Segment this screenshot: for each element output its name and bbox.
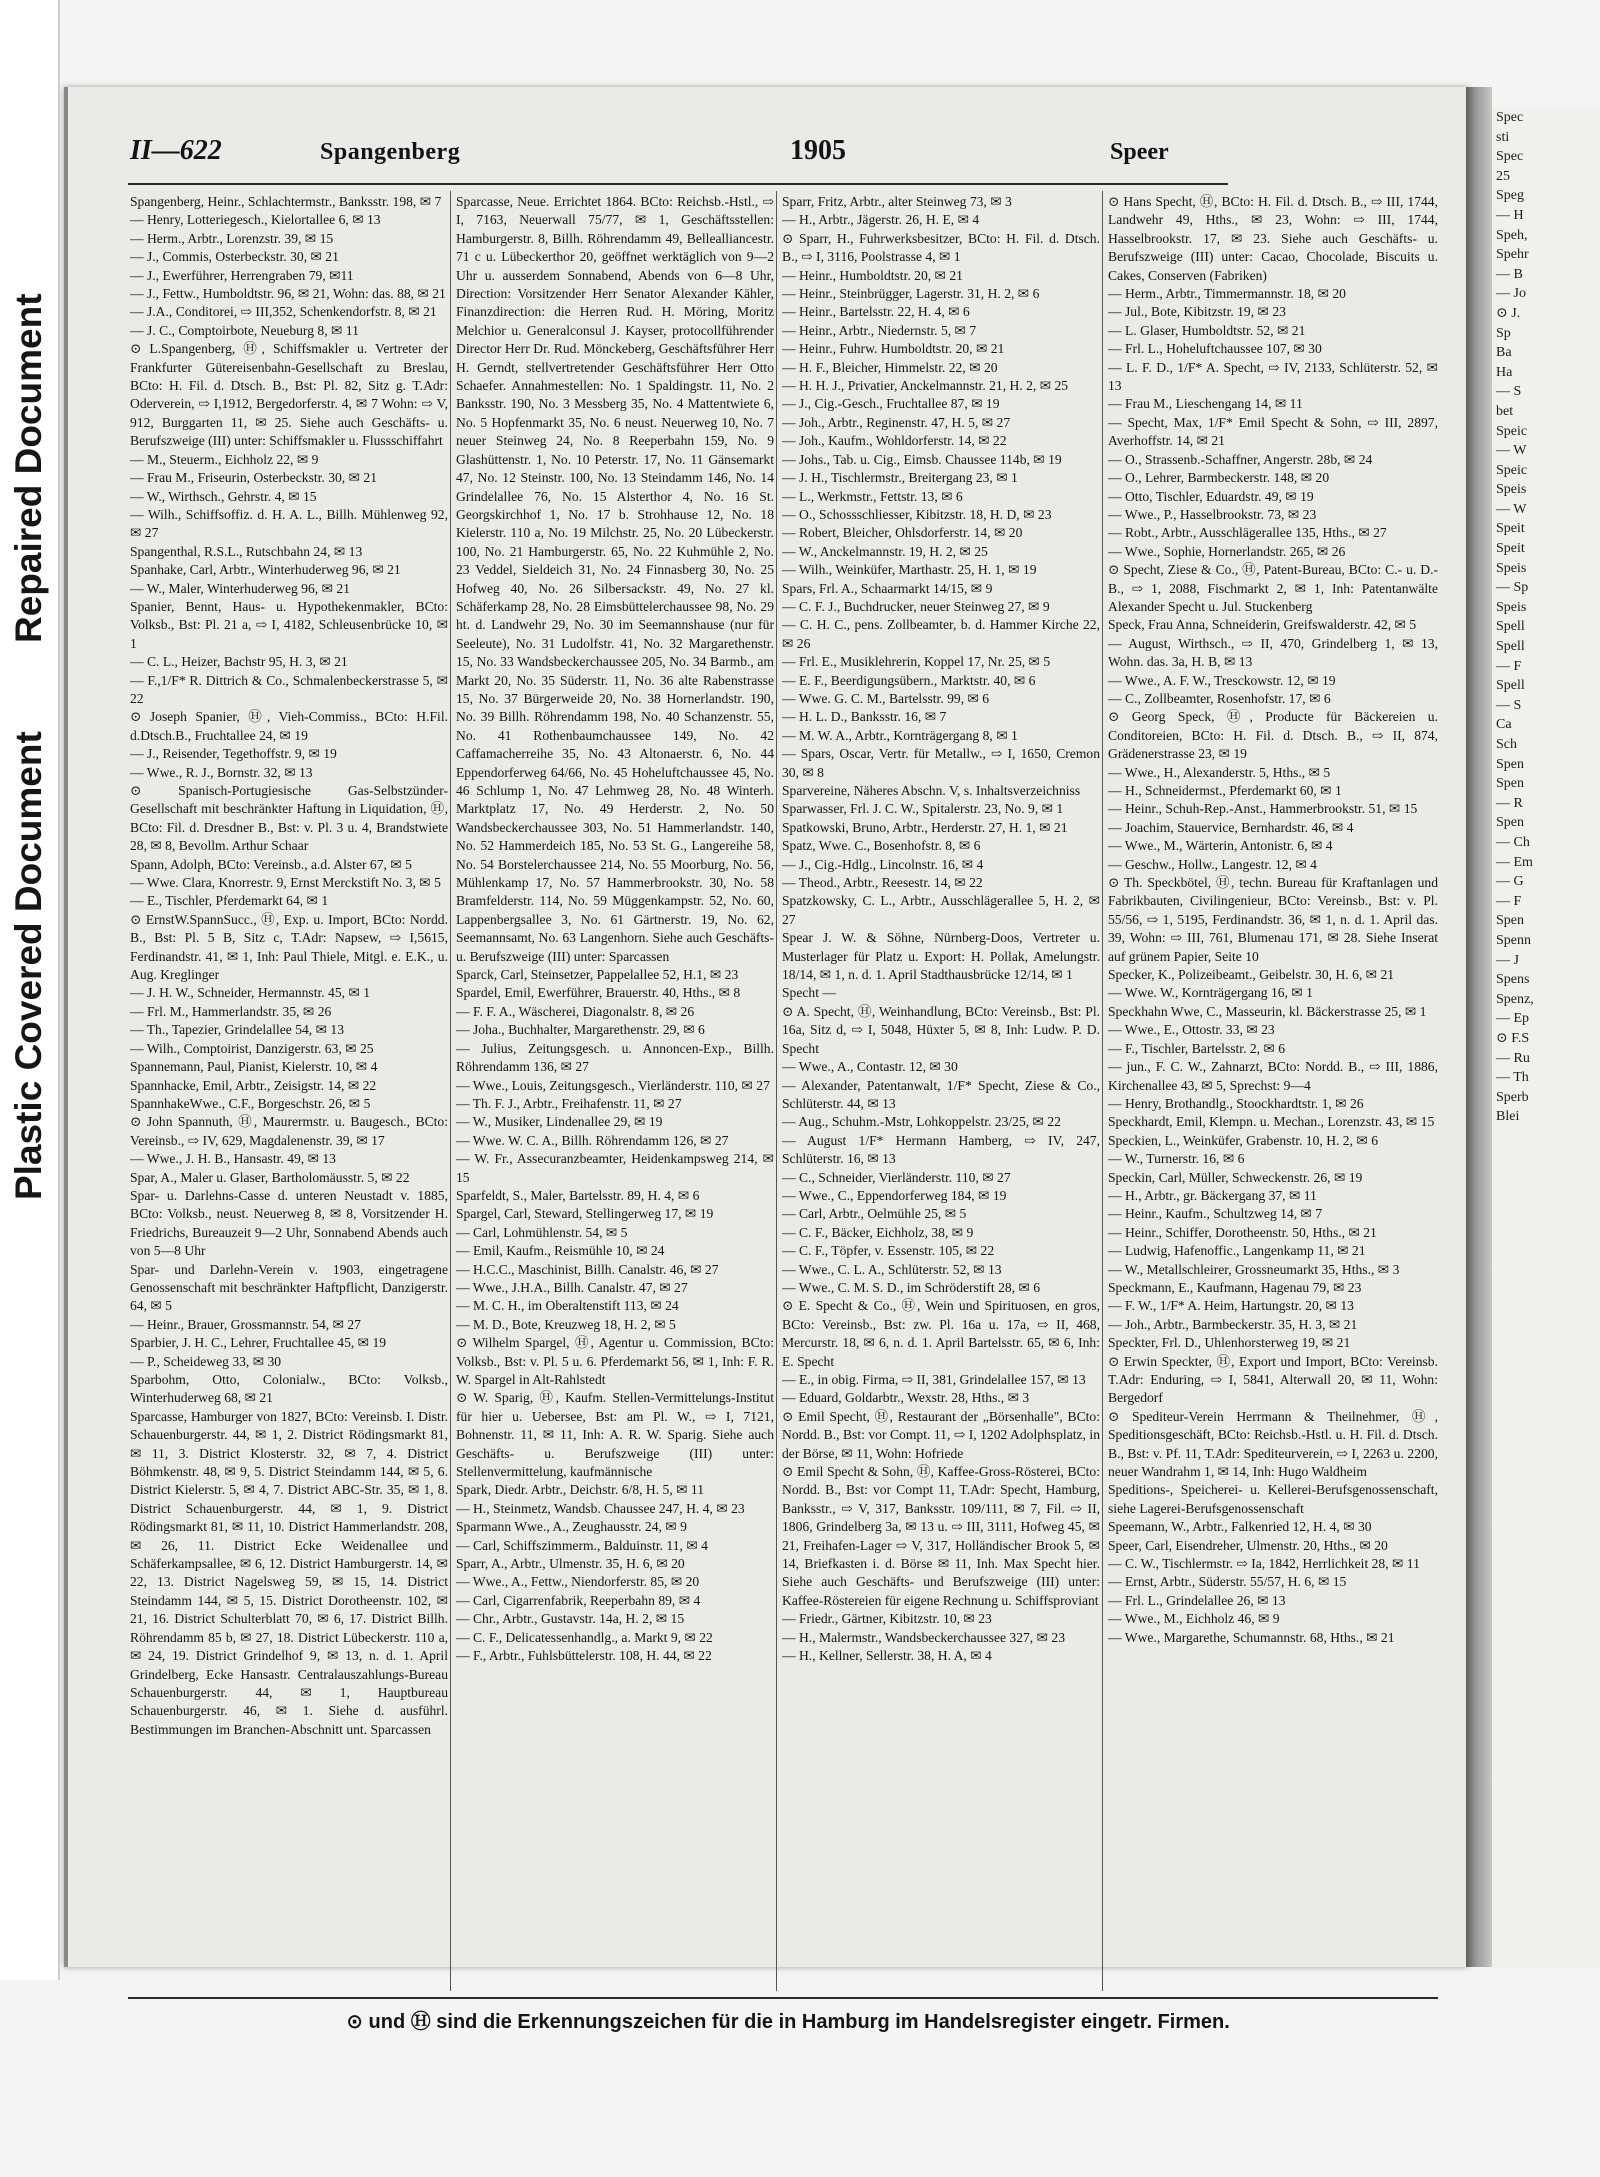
directory-entry: — August 1/F* Hermann Hamberg, ⇨ IV, 247, Schlüterstr. 16, ✉ 13 (782, 1132, 1100, 1167)
directory-entry: — Wwe., M., Eichholz 46, ✉ 9 (1108, 1611, 1280, 1627)
next-page-fragment: Speit (1496, 541, 1525, 557)
next-page-fragment: ⊙ J. (1496, 305, 1521, 321)
directory-entry: — Otto, Tischler, Eduardstr. 49, ✉ 19 (1108, 488, 1314, 504)
directory-entry: Sparbohm, Otto, Colonialw., BCto: Volksb., Winterhuderweg 68, ✉ 21 (130, 1372, 448, 1406)
plastic-covered-label: Plastic Covered Document (8, 731, 49, 1200)
directory-entry: — H., Steinmetz, Wandsb. Chaussee 247, H. 4, ✉ 23 (456, 1500, 745, 1516)
next-page-fragment: sti (1496, 129, 1510, 145)
directory-entry: — H. F., Bleicher, Himmelstr. 22, ✉ 20 (782, 359, 998, 375)
directory-entry: — Carl, Lohmühlenstr. 54, ✉ 5 (456, 1224, 628, 1240)
directory-entry: — Ernst, Arbtr., Süderstr. 55/57, H. 6, ✉ 15 (1108, 1574, 1347, 1590)
directory-entry: — jun., F. C. W., Zahnarzt, BCto: Nordd. B., ⇨ III, 1886, Kirchenallee 43, ✉ 5, Sprechst: 9—4 (1108, 1059, 1438, 1093)
next-page-fragment: Spen (1496, 815, 1524, 831)
column-divider (776, 191, 777, 1991)
directory-entry: — H., Arbtr., gr. Bäckergang 37, ✉ 11 (1108, 1187, 1317, 1203)
directory-entry: Spanier, Bennt, Haus- u. Hypothekenmakler, BCto: Volksb., Bst: Pl. 21 a, ⇨ I, 4182, Schleusenbrücke 10, ✉ 1 (130, 598, 448, 651)
directory-entry: Spangenthal, R.S.L., Rutschbahn 24, ✉ 13 (130, 543, 363, 559)
directory-entry: — H., Malermstr., Wandsbeckerchaussee 327, ✉ 23 (782, 1629, 1065, 1645)
directory-entry: — W., Maler, Winterhuderweg 96, ✉ 21 (130, 580, 350, 596)
directory-entry: — H., Arbtr., Jägerstr. 26, H. E, ✉ 4 (782, 212, 980, 228)
directory-entry: — J. H., Tischlermstr., Breitergang 23, ✉ 1 (782, 470, 1018, 486)
column-divider (1102, 191, 1103, 1991)
directory-entry: — J.A., Conditorei, ⇨ III,352, Schenkendorfstr. 8, ✉ 21 (130, 304, 437, 320)
next-page-fragment: Spec (1496, 149, 1524, 165)
next-page-fragment: — F (1496, 658, 1522, 674)
directory-entry: SpannhakeWwe., C.F., Borgeschstr. 26, ✉ 5 (130, 1095, 371, 1111)
directory-entry: Sparcasse, Neue. Errichtet 1864. BCto: Reichsb.-Hstl., ⇨ I, 7163, Neuerwall 75/77, ✉ 1, Geschäftsstellen: Hamburgerstr. 8, Billh. Röhrendamm 49, Bellealliancestr. 71 c u. Lübeckerthor 20, geöffnet werktäglich von 9—2 Uhr u. ausserdem Sonnabend, Abends von 6—8 Uhr, Direction: Vorsitzender Herr Senator Alexander Kähler, Finanzdirection: die Herren Rud. H. Möring, Moritz Melchior u. Generalconsul J. Kayser, protocollführender Director Herr Dr. Rud. Mönckeberg, Geschäftsführer Herr H. Gerndt, stellvertretender Geschäftsführer Herr Otto Schaefer. Annahmestellen: No. 1 Spaldingstr. 11, No. 2 Banksstr. 190, No. 3 Messberg 35, No. 4 Mattentwiete 6, No. 5 Hopfenmarkt 35, No. 6 neust. Neuerweg 10, No. 7 neuer Steinweg 24, No. 8 Reeperbahn 159, No. 9 Glashüttenstr. 1, No. 10 Peterstr. 17, No. 11 Gänsemarkt 47, No. 12 Steinstr. 100, No. 13 Steindamm 146, No. 14 Grindelallee 76, No. 15 Alsterthor 4, No. 16 St. Georgskirchhof 1, No. 17 b. Strohhause 12, No. 18 Kielerstr. 110 a, No. 19 Milchstr. 25, No. 20 Lübeckerstr. 100, No. 21 Hamburgerstr. 65, No. 22 Kuhmühle 2, No. 23 Veddel, Sieldeich 31, No. 24 Finnasberg 30, No. 25 Hofweg 40, No. 26 Silbersackstr. 49, No. 27 kl. Schäferkamp 28, No. 28 Eimsbüttelerchaussee 98, No. 29 ht. d. Landwehr 29, No. 30 im Seemannshause (nur für Seeleute), No. 31 Ludolfstr. 41, No. 32 Margarethenstr. 15, No. 33 Wandsbeckerchaussee 205, No. 34 Barmb., am Markt 20, No. 35 Süderstr. 11, No. 36 alte Rabenstrasse 15, No. 37 Bürgerweide 20, No. 38 Hornerlandstr. 190, No. 39 Billh. Röhrendamm 198, No. 40 Schanzenstr. 55, No. 41 Rothenbaumchaussee 149, No. 42 Caffamacherreihe 35, No. 43 Altonaerstr. 6, No. 44 Eppendorferweg 64/66, No. 45 Hoheluftchaussee 45, No. 46 Schlump 1, No. 47 Lehmweg 28, No. 48 Winterh. Marktplatz 17, No. 49 Herderstr. 2, No. 50 Wandsbeckerchaussee 303, No. 51 Hammerlandstr. 140, No. 52 Hammerdeich 185, No. 53 St. G., Langereihe 58, No. 54 Borstelerchaussee 214, No. 55 Moorburg, No. 56, Mühlenkamp 17, No. 57 Hammerbrookstr. 30, No. 58 Bramfelderstr. 114, No. 59 Müggenkampstr. 52, No. 60, Lappenbergsallee 3, No. 61 Gärtnerstr. 19, No. 62, Seemannsamt, No. 63 Langenhorn. Siehe auch Geschäfts- u. Berufszweige (III) unter: Sparcassen (456, 194, 774, 964)
directory-entry: — Frl. L., Hoheluftchaussee 107, ✉ 30 (1108, 341, 1322, 357)
next-page-fragment: Speic (1496, 462, 1528, 478)
directory-entry: — Johs., Tab. u. Cig., Eimsb. Chaussee 114b, ✉ 19 (782, 451, 1062, 467)
directory-entry: Sparwasser, Frl. J. C. W., Spitalerstr. 23, No. 9, ✉ 1 (782, 801, 1064, 817)
directory-entry: Spars, Frl. A., Schaarmarkt 14/15, ✉ 9 (782, 580, 993, 596)
directory-entry: — H.C.C., Maschinist, Billh. Canalstr. 46, ✉ 27 (456, 1261, 719, 1277)
next-page-fragment: Spens (1496, 972, 1530, 988)
directory-entry: ⊙ Spanisch-Portugiesische Gas-Selbstzünder-Gesellschaft mit beschränkter Haftung in Liquidation, Ⓗ, BCto: Fil. d. Dresdner B., Bst: v. Pl. 3 u. 4, Brandstwiete 28, ✉ 8, Bevollm. Arthur Schaar (130, 783, 448, 854)
directory-entry: — Wwe., Margarethe, Schumannstr. 68, Hths., ✉ 21 (1108, 1629, 1395, 1645)
directory-entry: — F., Arbtr., Fuhlsbüttelerstr. 108, H. 44, ✉ 22 (456, 1648, 712, 1664)
next-page-fragment: — Th (1496, 1070, 1529, 1086)
directory-entry: Speer, Carl, Eisendreher, Ulmenstr. 20, Hths., ✉ 20 (1108, 1537, 1388, 1553)
directory-entry: — M., Steuerm., Eichholz 22, ✉ 9 (130, 451, 319, 467)
directory-entry: Sparbier, J. H. C., Lehrer, Fruchtallee 45, ✉ 19 (130, 1335, 387, 1351)
directory-entry: — Spars, Oscar, Vertr. für Metallw., ⇨ I, 1650, Cremon 30, ✉ 8 (782, 746, 1100, 780)
column-divider (450, 191, 451, 1991)
column-4 (1108, 193, 1438, 1893)
directory-entry: — Carl, Schiffszimmerm., Balduinstr. 11, ✉ 4 (456, 1537, 708, 1553)
directory-entry: — M. W. A., Arbtr., Kornträgergang 8, ✉ 1 (782, 727, 1018, 743)
directory-entry: — E., in obig. Firma, ⇨ II, 381, Grindelallee 157, ✉ 13 (782, 1372, 1086, 1387)
directory-entry: Speckien, L., Weinküfer, Grabenstr. 10, H. 2, ✉ 6 (1108, 1132, 1378, 1148)
directory-entry: — Geschw., Hollw., Langestr. 12, ✉ 4 (1108, 856, 1317, 872)
next-page-fragment: — G (1496, 874, 1524, 890)
directory-entry: — C. F., Delicatessenhandlg., a. Markt 9, ✉ 22 (456, 1629, 713, 1645)
directory-entry: — Wwe. W., Kornträgergang 16, ✉ 1 (1108, 985, 1313, 1001)
next-page-fragment: Speit (1496, 521, 1525, 537)
directory-entry: Spark, Diedr. Arbtr., Deichstr. 6/8, H. 5, ✉ 11 (456, 1482, 704, 1498)
directory-entry: — Heinr., Arbtr., Niedernstr. 5, ✉ 7 (782, 322, 977, 338)
directory-entry: — Friedr., Gärtner, Kibitzstr. 10, ✉ 23 (782, 1611, 992, 1627)
next-page-fragment: Sp (1496, 325, 1511, 341)
directory-entry: — Frau M., Friseurin, Osterbeckstr. 30, ✉ 21 (130, 470, 377, 486)
next-page-fragment: — H (1496, 207, 1524, 223)
directory-entry: — Heinr., Steinbrügger, Lagerstr. 31, H. 2, ✉ 6 (782, 286, 1040, 302)
directory-entry: — W., Anckelmannstr. 19, H. 2, ✉ 25 (782, 543, 988, 559)
directory-entry: — Wwe., J. H. B., Hansastr. 49, ✉ 13 (130, 1151, 336, 1167)
directory-entry: — Heinr., Brauer, Grossmannstr. 54, ✉ 27 (130, 1316, 361, 1332)
directory-entry: — J. H. W., Schneider, Hermannstr. 45, ✉ 1 (130, 985, 371, 1001)
directory-entry: Spar- und Darlehn-Verein v. 1903, eingetragene Genossenschaft mit beschränkter Haftpflicht, Danzigerstr. 64, ✉ 5 (130, 1261, 448, 1314)
directory-entry: — W. Fr., Assecuranzbeamter, Heidenkampsweg 214, ✉ 15 (456, 1151, 774, 1185)
column-2 (456, 193, 774, 1893)
directory-entry: — Wwe., A., Contastr. 12, ✉ 30 (782, 1059, 958, 1075)
directory-entry: — Julius, Zeitungsgesch. u. Annoncen-Exp., Billh. Röhrendamm 136, ✉ 27 (456, 1040, 774, 1075)
directory-entry: — Wwe. Clara, Knorrestr. 9, Ernst Merckstift No. 3, ✉ 5 (130, 875, 441, 891)
directory-entry: Sparr, Fritz, Arbtr., alter Steinweg 73, ✉ 3 (782, 194, 1012, 209)
next-page-fragment: Spenz, (1496, 991, 1534, 1007)
directory-entry: — Heinr., Bartelsstr. 22, H. 4, ✉ 6 (782, 304, 970, 320)
directory-entry: — Joh., Arbtr., Reginenstr. 47, H. 5, ✉ 27 (782, 414, 1011, 430)
directory-entry: — Eduard, Goldarbtr., Wexstr. 28, Hths., ✉ 3 (782, 1390, 1030, 1406)
directory-entry: Speemann, W., Arbtr., Falkenried 12, H. 4, ✉ 30 (1108, 1519, 1372, 1535)
directory-entry: — Joha., Buchhalter, Margarethenstr. 29, ✉ 6 (456, 1022, 705, 1038)
next-page-fragment: Ha (1496, 364, 1513, 380)
directory-entry: — W., Metallschleirer, Grossneumarkt 35, Hths., ✉ 3 (1108, 1261, 1400, 1277)
directory-entry: Sparfeldt, S., Maler, Bartelsstr. 89, H. 4, ✉ 6 (456, 1187, 700, 1203)
next-page-fragment: Spen (1496, 776, 1524, 792)
header-rule (128, 183, 1228, 185)
directory-entry: — C. F. J., Buchdrucker, neuer Steinweg 27, ✉ 9 (782, 598, 1050, 614)
directory-entry: — Frau M., Lieschengang 14, ✉ 11 (1108, 396, 1303, 412)
directory-entry: — Wwe., Louis, Zeitungsgesch., Vierländerstr. 110, ✉ 27 (456, 1077, 770, 1093)
directory-entry: — Alexander, Patentanwalt, 1/F* Specht, Ziese & Co., Schlüterstr. 44, ✉ 13 (782, 1077, 1100, 1111)
directory-entry: — O., Lehrer, Barmbeckerstr. 148, ✉ 20 (1108, 470, 1330, 486)
next-page-fragment: Sperb (1496, 1089, 1529, 1105)
next-page-fragment: — J (1496, 952, 1519, 968)
directory-entry: Spangenberg, Heinr., Schlachtermstr., Banksstr. 198, ✉ 7 (130, 194, 442, 209)
directory-entry: — E., Tischler, Pferdemarkt 64, ✉ 1 (130, 893, 329, 909)
next-page-fragment: Ba (1496, 345, 1512, 361)
next-page-fragment: Speis (1496, 560, 1527, 576)
directory-entry: ⊙ Wilhelm Spargel, Ⓗ, Agentur u. Commission, BCto: Volksb., Bst: v. Pl. 5 u. 6. Pferdemarkt 56, ✉ 1, Inh: F. R. W. Spargel in Alt-Rahlstedt (456, 1335, 774, 1387)
directory-entry: Specht — (782, 985, 836, 1001)
directory-entry: — Wilh., Schiffsoffiz. d. H. A. L., Billh. Mühlenweg 92, ✉ 27 (130, 506, 448, 541)
directory-entry: — Specht, Max, 1/F* Emil Specht & Sohn, ⇨ III, 2897, Averhoffstr. 14, ✉ 21 (1108, 414, 1438, 449)
directory-entry: — Wwe., M., Wärterin, Antonistr. 6, ✉ 4 (1108, 838, 1333, 854)
directory-entry: — Wwe., C. M. S. D., im Schröderstift 28, ✉ 6 (782, 1279, 1041, 1295)
next-page-fragment: Speis (1496, 482, 1527, 498)
next-page-fragment: — S (1496, 384, 1522, 400)
next-page-fragment: Blei (1496, 1109, 1520, 1125)
directory-entry: — Wwe. W. C. A., Billh. Röhrendamm 126, ✉ 27 (456, 1132, 729, 1148)
directory-entry: — Wwe., C. L. A., Schlüterstr. 52, ✉ 13 (782, 1261, 1002, 1277)
directory-entry: — P., Scheideweg 33, ✉ 30 (130, 1353, 282, 1369)
directory-entry: Spargel, Carl, Steward, Stellingerweg 17, ✉ 19 (456, 1206, 714, 1222)
directory-entry: — Th., Tapezier, Grindelallee 54, ✉ 13 (130, 1022, 344, 1038)
directory-entry: — Wwe., A., Fettw., Niendorferstr. 85, ✉ 20 (456, 1574, 700, 1590)
directory-entry: — W., Musiker, Lindenallee 29, ✉ 19 (456, 1114, 663, 1130)
directory-entry: — Wilh., Weinküfer, Marthastr. 25, H. 1, ✉ 19 (782, 562, 1037, 578)
next-page-fragment: — W (1496, 501, 1527, 517)
directory-entry: — L. Glaser, Humboldtstr. 52, ✉ 21 (1108, 322, 1306, 338)
next-page-fragment: — R (1496, 795, 1523, 811)
directory-entry: Speditions-, Speicherei- u. Kellerei-Berufsgenossenschaft, siehe Lagerei-Berufsgenossenschaft (1108, 1482, 1438, 1516)
next-page-fragment: Speis (1496, 599, 1527, 615)
next-page-fragment: Spenn (1496, 932, 1531, 948)
directory-entry: — J., Cig.-Hdlg., Lincolnstr. 16, ✉ 4 (782, 856, 984, 872)
directory-entry: — M. D., Bote, Kreuzweg 18, H. 2, ✉ 5 (456, 1316, 676, 1332)
book-gutter (1466, 87, 1492, 1967)
directory-entry: — C. F., Bäcker, Eichholz, 38, ✉ 9 (782, 1224, 974, 1240)
directory-entry: — Carl, Arbtr., Oelmühle 25, ✉ 5 (782, 1206, 967, 1222)
next-page-fragment: Speh, (1496, 227, 1528, 243)
directory-entry: — H., Schneidermst., Pferdemarkt 60, ✉ 1 (1108, 783, 1342, 798)
directory-entry: — J., Ewerführer, Herrengraben 79, ✉11 (130, 267, 354, 283)
directory-entry: ⊙ Hans Specht, Ⓗ, BCto: H. Fil. d. Dtsch. B., ⇨ III, 1744, Landwehr 49, Hths., ✉ 23, Wohn: ⇨ III, 1744, Hasselbrookstr. 17, ✉ 23. Siehe auch Geschäfts- u. Berufszweige (III) unter: Cacao, Chocolade, Biscuits u. Cakes, Conserven (Fabriken) (1108, 194, 1438, 283)
directory-entry: — J. C., Comptoirbote, Neueburg 8, ✉ 11 (130, 322, 359, 338)
directory-entry: ⊙ Spediteur-Verein Herrmann & Theilnehmer, Ⓗ, Speditionsgeschäft, BCto: Reichsb.-Hstl. u. H. Fil. d. Dtsch. B., Bst: v. Pf. 11, T.Adr: Spediteurverein, ⇨ I, 2263 u. 2200, neuer Wandrahm 1, ✉ 14, Inh: Hugo Waldheim (1108, 1408, 1438, 1480)
directory-entry: — Wwe., H., Alexanderstr. 5, Hths., ✉ 5 (1108, 764, 1331, 780)
directory-entry: Spanhake, Carl, Arbtr., Winterhuderweg 96, ✉ 21 (130, 562, 401, 578)
directory-page (64, 87, 1468, 2033)
directory-entry: — Emil, Kaufm., Reismühle 10, ✉ 24 (456, 1243, 665, 1259)
directory-entry: — Frl. M., Hammerlandstr. 35, ✉ 26 (130, 1003, 332, 1019)
directory-entry: — Frl. E., Musiklehrerin, Koppel 17, Nr. 25, ✉ 5 (782, 654, 1051, 670)
directory-entry: — E. F., Beerdigungsübern., Marktstr. 40, ✉ 6 (782, 672, 1036, 688)
next-page-fragment: Speic (1496, 423, 1528, 439)
directory-entry: ⊙ L.Spangenberg, Ⓗ, Schiffsmakler u. Vertreter der Frankfurter Gütereisenbahn-Gesellschaft zu Breslau, BCto: H. Fil. d. Dtsch. B., Bst: Pl. 82, Sitz g. T.Adr: Oderverein, ⇨ I,1912, Bergedorferstr. 4, ✉ 7 Wohn: ⇨ V, 912, Burggarten 11, ✉ 25. Siehe auch Geschäfts- u. Berufszweige (III) unter: Schiffsmakler u. Flussschiffahrt (130, 341, 448, 449)
directory-entry: Speckmann, E., Kaufmann, Hagenau 79, ✉ 23 (1108, 1279, 1362, 1295)
directory-entry: Spann, Adolph, BCto: Vereinsb., a.d. Alster 67, ✉ 5 (130, 856, 412, 872)
directory-entry: ⊙ Th. Speckbötel, Ⓗ, techn. Bureau für Kraftanlagen und Fabrikbauten, Civilingenieur, BCto: Vereinsb., Bst: v. Pl. 55/56, ⇨ 1, 5195, Ferdinandstr. 36, ✉ 1, n. d. 1. April das. 39, Wohn: ⇨ III, 761, Blumenau 171, ✉ 28. Siehe Inserat auf grünem Papier, Seite 10 (1108, 875, 1438, 964)
directory-entry: Sparmann Wwe., A., Zeughausstr. 24, ✉ 9 (456, 1519, 687, 1535)
directory-entry: — W., Turnerstr. 16, ✉ 6 (1108, 1151, 1245, 1167)
directory-entry: — F. F. A., Wäscherei, Diagonalstr. 8, ✉ 26 (456, 1003, 695, 1019)
next-page-fragment: — Ep (1496, 1011, 1530, 1027)
next-page-fragment: — Ch (1496, 834, 1530, 850)
directory-entry: Speck, Frau Anna, Schneiderin, Greifswalderstr. 42, ✉ 5 (1108, 617, 1417, 633)
page-number: II—622 (130, 135, 222, 166)
directory-entry: Speckin, Carl, Müller, Schweckenstr. 26, ✉ 19 (1108, 1169, 1363, 1185)
next-page-fragment: Spehr (1496, 247, 1529, 263)
directory-entry: Specker, K., Polizeibeamt., Geibelstr. 30, H. 6, ✉ 21 (1108, 967, 1395, 983)
directory-entry: — Wwe., P., Hasselbrookstr. 73, ✉ 23 (1108, 506, 1317, 522)
directory-entry: ⊙ Specht, Ziese & Co., Ⓗ, Patent-Bureau, BCto: C.- u. D.-B., ⇨ 1, 2088, Fischmarkt 2, ✉ 1, Inh: Patentanwälte Alexander Specht u. Jul. Stuckenberg (1108, 562, 1438, 614)
directory-entry: — Ludwig, Hafenoffic., Langenkamp 11, ✉ 21 (1108, 1243, 1366, 1259)
directory-entry: — C., Schneider, Vierländerstr. 110, ✉ 27 (782, 1169, 1011, 1185)
directory-entry: — J., Cig.-Gesch., Fruchtallee 87, ✉ 19 (782, 396, 1000, 412)
directory-entry: Spear J. W. & Söhne, Nürnberg-Doos, Vertreter u. Musterlager für Platz u. Export: H. Pollak, Amelungstr. 18/14, ✉ 1, n. d. 1. April Stadthausbrücke 12/14, ✉ 1 (782, 930, 1100, 983)
directory-entry: ⊙ A. Specht, Ⓗ, Weinhandlung, BCto: Vereinsb., Bst: Pl. 16a, Sitz d, ⇨ I, 5048, Hüxter 5, ✉ 8, Inh: Ludw. P. D. Specht (782, 1003, 1100, 1056)
directory-entry: — Wwe., R. J., Bornstr. 32, ✉ 13 (130, 764, 313, 780)
next-page-fragment: Spen (1496, 913, 1524, 929)
directory-entry: — Heinr., Fuhrw. Humboldtstr. 20, ✉ 21 (782, 341, 1005, 357)
column-3 (782, 193, 1100, 1893)
next-page-fragment: Spell (1496, 678, 1525, 694)
next-page-fragment: Speg (1496, 188, 1524, 204)
directory-entry: ⊙ Georg Speck, Ⓗ, Producte für Bäckereien u. Conditoreien, BCto: H. Fil. d. Dtsch. B., ⇨ II, 874, Grädenerstrasse 23, ✉ 19 (1108, 709, 1438, 762)
directory-entry: — Aug., Schuhm.-Mstr, Lohkoppelstr. 23/25, ✉ 22 (782, 1114, 1061, 1130)
next-page-fragment: — F (1496, 893, 1522, 909)
directory-entry: — L., Werkmstr., Fettstr. 13, ✉ 6 (782, 488, 963, 504)
next-page-fragment: — S (1496, 697, 1522, 713)
last-keyword: Speer (1110, 139, 1169, 165)
directory-entry: — F.,1/F* R. Dittrich & Co., Schmalenbeckerstrasse 5, ✉ 22 (130, 672, 448, 706)
directory-entry: Sparr, A., Arbtr., Ulmenstr. 35, H. 6, ✉ 20 (456, 1556, 685, 1572)
directory-entry: — O., Strassenb.-Schaffner, Angerstr. 28b, ✉ 24 (1108, 451, 1373, 467)
directory-entry: Spannemann, Paul, Pianist, Kielerstr. 10, ✉ 4 (130, 1059, 378, 1075)
directory-entry: ⊙ W. Sparig, Ⓗ, Kaufm. Stellen-Vermittelungs-Institut für hier u. Uebersee, Bst: am Pl. W., ⇨ I, 7121, Bohnenstr. 11, ✉ 11, Inh: A. R. W. Sparig. Siehe auch Geschäfts- u. Berufszweige (III) unter: Stellenvermittelung, kaufmännische (456, 1390, 774, 1480)
next-page-fragment: — Em (1496, 854, 1533, 870)
next-page-fragment: — Sp (1496, 580, 1529, 596)
directory-entry: — Wwe., C., Eppendorferweg 184, ✉ 19 (782, 1187, 1007, 1203)
next-page-fragment: — B (1496, 266, 1523, 282)
directory-entry: — Henry, Lotteriegesch., Kielortallee 6, ✉ 13 (130, 212, 381, 228)
directory-entry: — August, Wirthsch., ⇨ II, 470, Grindelberg 1, ✉ 13, Wohn. das. 3a, H. B, ✉ 13 (1108, 635, 1438, 670)
directory-entry: — Wwe., A. F. W., Tresckowstr. 12, ✉ 19 (1108, 672, 1336, 688)
directory-entry: ⊙ Emil Specht, Ⓗ, Restaurant der „Börsenhalle", BCto: Nordd. B., Bst: vor Compt. 11, ⇨ I, 1202 Adolphsplatz, in der Börse, ✉ 11, Wohn: Hofriede (782, 1408, 1100, 1461)
directory-entry: — J., Commis, Osterbeckstr. 30, ✉ 21 (130, 249, 339, 265)
next-page-fragment: — Ru (1496, 1050, 1530, 1066)
directory-entry: Speckhardt, Emil, Klempn. u. Mechan., Lorenzstr. 43, ✉ 15 (1108, 1114, 1435, 1130)
directory-entry: — Robt., Arbtr., Ausschlägerallee 135, Hths., ✉ 27 (1108, 525, 1387, 541)
directory-entry: — M. C. H., im Oberaltenstift 113, ✉ 24 (456, 1298, 679, 1314)
directory-entry: — Herm., Arbtr., Timmermannstr. 18, ✉ 20 (1108, 286, 1346, 302)
next-page-fragment: — Jo (1496, 286, 1526, 302)
next-page-fragment: Spec (1496, 110, 1524, 125)
directory-entry: ⊙ Joseph Spanier, Ⓗ, Vieh-Commiss., BCto: H.Fil. d.Dtsch.B., Fruchtallee 24, ✉ 19 (130, 709, 448, 743)
directory-entry: — Wwe., J.H.A., Billh. Canalstr. 47, ✉ 27 (456, 1279, 688, 1295)
directory-entry: — Wwe., E., Ottostr. 33, ✉ 23 (1108, 1022, 1275, 1038)
directory-entry: — Heinr., Kaufm., Schultzweg 14, ✉ 7 (1108, 1206, 1323, 1222)
directory-entry: — Frl. L., Grindelallee 26, ✉ 13 (1108, 1592, 1286, 1608)
directory-entry: ⊙ ErnstW.SpannSucc., Ⓗ, Exp. u. Import, BCto: Nordd. B., Bst: Pl. 5 B, Sitz c, T.Adr: Napsew, ⇨ I,5615, Ferdinandstr. 41, ✉ 1, Inh: Paul Thiele, Mitgl. e. E.K., u. Aug. Kreglinger (130, 911, 448, 983)
directory-entry: — Herm., Arbtr., Lorenzstr. 39, ✉ 15 (130, 230, 334, 246)
next-page-fragment: Spell (1496, 639, 1525, 655)
next-page-fragment: Spell (1496, 619, 1525, 635)
column-1 (130, 193, 448, 1893)
directory-entry: — O., Schossschliesser, Kibitzstr. 18, H. D, ✉ 23 (782, 506, 1052, 522)
directory-entry: — C. W., Tischlermstr. ⇨ Ia, 1842, Herrlichkeit 28, ✉ 11 (1108, 1556, 1420, 1572)
directory-entry: — Heinr., Humboldtstr. 20, ✉ 21 (782, 267, 963, 283)
directory-entry: — Carl, Cigarrenfabrik, Reeperbahn 89, ✉ 4 (456, 1592, 701, 1608)
directory-entry: — H., Kellner, Sellerstr. 38, H. A, ✉ 4 (782, 1648, 992, 1664)
directory-entry: — Theod., Arbtr., Reesestr. 14, ✉ 22 (782, 875, 983, 891)
directory-entry: ⊙ Sparr, H., Fuhrwerksbesitzer, BCto: H. Fil. d. Dtsch. B., ⇨ I, 3116, Poolstrasse 4, ✉ 1 (782, 230, 1100, 265)
directory-entry: Spar- u. Darlehns-Casse d. unteren Neustadt v. 1885, BCto: Volksb., neust. Neuerweg 8, ✉ 8, Vorsitzender H. Friedrichs, Bureauzeit 9—2 Uhr, Sonnabend Abends auch von 5—8 Uhr (130, 1187, 448, 1259)
directory-entry: — H. L. D., Banksstr. 16, ✉ 7 (782, 709, 947, 725)
directory-entry: Sparcasse, Hamburger von 1827, BCto: Vereinsb. I. Distr. Schauenburgerstr. 44, ✉ 1, 2. District Rödingsmarkt 81, ✉ 11, 3. District Klosterstr. 32, ✉ 7, 4. District Böhmkenstr. 48, ✉ 9, 5. District Steindamm 144, ✉ 5, 6. District Kielerstr. 5, ✉ 4, 7. District ABC-Str. 35, ✉ 1, 8. District Schauenburgerstr. 44, ✉ 1, 9. District Rödingsmarkt 81, ✉ 11, 10. District Hammerlandstr. 208, ✉ 26, 11. District Ecke Weidenallee und Schäferkampsallee, ✉ 6, 12. District Hamburgerstr. 14, ✉ 22, 13. District Nagelsweg 59, ✉ 15, 14. District Steindamm 144, ✉ 5, 15. District Dorotheenstr. 102, ✉ 21, 16. District Schulterblatt 70, ✉ 6, 17. District Billh. Röhrendamm 85 b, ✉ 27, 18. District Lübeckerstr. 110 a, ✉ 24, 19. District Grindelhof 9, ✉ 13, n. d. 1. April Grindelberg, Ecke Hansastr. Centralauszahlungs-Bureau Schauenburgerstr. 44, ✉ 1, Hauptbureau Schauenburgerstr. 46, ✉ 1. Siehe d. ausführl. Bestimmungen im Branchen-Abschnitt unt. Sparcassen (130, 1408, 448, 1737)
directory-entry: — J., Fettw., Humboldtstr. 96, ✉ 21, Wohn: das. 88, ✉ 21 (130, 286, 446, 302)
directory-entry: Spatzkowsky, C. L., Arbtr., Ausschlägerallee 5, H. 2, ✉ 27 (782, 893, 1100, 927)
directory-entry: Spatkowski, Bruno, Arbtr., Herderstr. 27, H. 1, ✉ 21 (782, 819, 1068, 835)
directory-entry: Spardel, Emil, Ewerführer, Brauerstr. 40, Hths., ✉ 8 (456, 985, 741, 1001)
directory-entry: Speckter, Frl. D., Uhlenhorsterweg 19, ✉ 21 (1108, 1335, 1351, 1351)
first-keyword: Spangenberg (320, 139, 461, 165)
next-page-fragment: 25 (1496, 168, 1510, 184)
directory-entry: — Jul., Bote, Kibitzstr. 19, ✉ 23 (1108, 304, 1286, 320)
directory-entry: Sparvereine, Näheres Abschn. V, s. Inhaltsverzeichniss (782, 783, 1081, 798)
year: 1905 (790, 135, 846, 166)
directory-entry: Spannhacke, Emil, Arbtr., Zeisigstr. 14, ✉ 22 (130, 1077, 377, 1093)
directory-entry: — W., Wirthsch., Gehrstr. 4, ✉ 15 (130, 488, 317, 504)
directory-entry: Speckhahn Wwe, C., Masseurin, kl. Bäckerstrasse 25, ✉ 1 (1108, 1003, 1427, 1019)
next-page-fragment: Ca (1496, 717, 1512, 733)
directory-entry: — Joh., Arbtr., Barmbeckerstr. 35, H. 3, ✉ 21 (1108, 1316, 1358, 1332)
directory-entry: — C. L., Heizer, Bachstr 95, H. 3, ✉ 21 (130, 654, 348, 670)
directory-entry: Sparck, Carl, Steinsetzer, Pappelallee 52, H.1, ✉ 23 (456, 967, 739, 983)
directory-entry: — Heinr., Schuh-Rep.-Anst., Hammerbrookstr. 51, ✉ 15 (1108, 801, 1418, 817)
directory-entry: — Wwe., Sophie, Hornerlandstr. 265, ✉ 26 (1108, 543, 1346, 559)
archive-side-strip (0, 0, 60, 1980)
directory-entry: ⊙ E. Specht & Co., Ⓗ, Wein und Spirituosen, en gros, BCto: Vereinsb., Bst: zw. Pl. 16a u. 17a, ⇨ II, 468, Mercurstr. 18, ✉ 6, n. d. 1. April Bartelsstr. 65, ✉ 6, Inh: E. Specht (782, 1298, 1100, 1369)
page-header (130, 135, 1210, 175)
directory-entry: — Th. F. J., Arbtr., Freihafenstr. 11, ✉ 27 (456, 1095, 682, 1111)
next-page-fragment: Spen (1496, 756, 1524, 772)
footer-rule (128, 1997, 1438, 1999)
directory-entry: — Wilh., Comptoirist, Danzigerstr. 63, ✉ 25 (130, 1040, 374, 1056)
directory-entry: ⊙ Erwin Speckter, Ⓗ, Export und Import, BCto: Vereinsb. T.Adr: Enduring, ⇨ I, 5841, Alterwall 20, ✉ 11, Wohn: Bergedorf (1108, 1353, 1438, 1406)
directory-entry: Spatz, Wwe. C., Bosenhofstr. 8, ✉ 6 (782, 838, 981, 854)
next-page-fragment: — W (1496, 443, 1527, 459)
directory-entry: — C., Zollbeamter, Rosenhofstr. 17, ✉ 6 (1108, 690, 1331, 706)
directory-entry: — F. W., 1/F* A. Heim, Hartungstr. 20, ✉ 13 (1108, 1298, 1354, 1314)
next-page-fragment: ⊙ F.S (1496, 1030, 1530, 1046)
directory-entry: — F., Tischler, Bartelsstr. 2, ✉ 6 (1108, 1040, 1286, 1056)
directory-entry: — L. F. D., 1/F* A. Specht, ⇨ IV, 2133, Schlüterstr. 52, ✉ 13 (1108, 359, 1438, 394)
directory-entry: Spar, A., Maler u. Glaser, Bartholomäusstr. 5, ✉ 22 (130, 1169, 410, 1185)
directory-entry: — Joh., Kaufm., Wohldorferstr. 14, ✉ 22 (782, 433, 1007, 449)
directory-entry: — Chr., Arbtr., Gustavstr. 14a, H. 2, ✉ 15 (456, 1611, 685, 1627)
page-footer: ⊙ und Ⓗ sind die Erkennungszeichen für die in Hamburg im Handelsregister eingetr. Firmen. (346, 2011, 1230, 2033)
directory-entry: — H. H. J., Privatier, Anckelmannstr. 21, H. 2, ✉ 25 (782, 378, 1069, 394)
directory-entry: — Heinr., Schiffer, Dorotheenstr. 50, Hths., ✉ 21 (1108, 1224, 1377, 1240)
directory-entry: — C. F., Töpfer, v. Essenstr. 105, ✉ 22 (782, 1243, 995, 1259)
next-page-fragment: Sch (1496, 737, 1517, 752)
directory-entry: — Joachim, Stauervice, Bernhardstr. 46, ✉ 4 (1108, 819, 1354, 835)
next-page-fragment: bet (1496, 403, 1514, 419)
directory-entry: ⊙ John Spannuth, Ⓗ, Maurermstr. u. Baugesch., BCto: Vereinsb., ⇨ IV, 629, Magdalenenstr. 39, ✉ 17 (130, 1114, 448, 1148)
repaired-document-label: Repaired Document (8, 293, 49, 643)
next-page-edge (1492, 108, 1600, 1968)
directory-entry: ⊙ Emil Specht & Sohn, Ⓗ, Kaffee-Gross-Rösterei, BCto: Nordd. B., Bst: vor Compt 11, T.Adr: Specht, Hamburg, Banksstr., ⇨ V, 317, Banksstr. 109/111, ✉ 7, Fil. ⇨ II, 1806, Grindelberg 3a, ✉ 13 u. ⇨ III, 3111, Hofweg 45, ✉ 21, Freihafen-Lager ⇨ V, 317, Holländischer Brook 5, ✉ 14, Briefkasten i. d. Börse ✉ 11, Inh. Max Specht hier. Siehe auch Geschäfts- und Berufszweige (III) unter: Kaffee-Röstereien für eigene Rechnung u. Schiffsproviant (782, 1464, 1100, 1608)
directory-entry: — J., Reisender, Tegethoffstr. 9, ✉ 19 (130, 746, 337, 762)
directory-entry: — C. H. C., pens. Zollbeamter, b. d. Hammer Kirche 22, ✉ 26 (782, 617, 1100, 651)
directory-entry: — Henry, Brothandlg., Stoockhardtstr. 1, ✉ 26 (1108, 1095, 1364, 1111)
directory-entry: — Wwe. G. C. M., Bartelsstr. 99, ✉ 6 (782, 690, 990, 706)
directory-entry: — Robert, Bleicher, Ohlsdorferstr. 14, ✉ 20 (782, 525, 1023, 541)
